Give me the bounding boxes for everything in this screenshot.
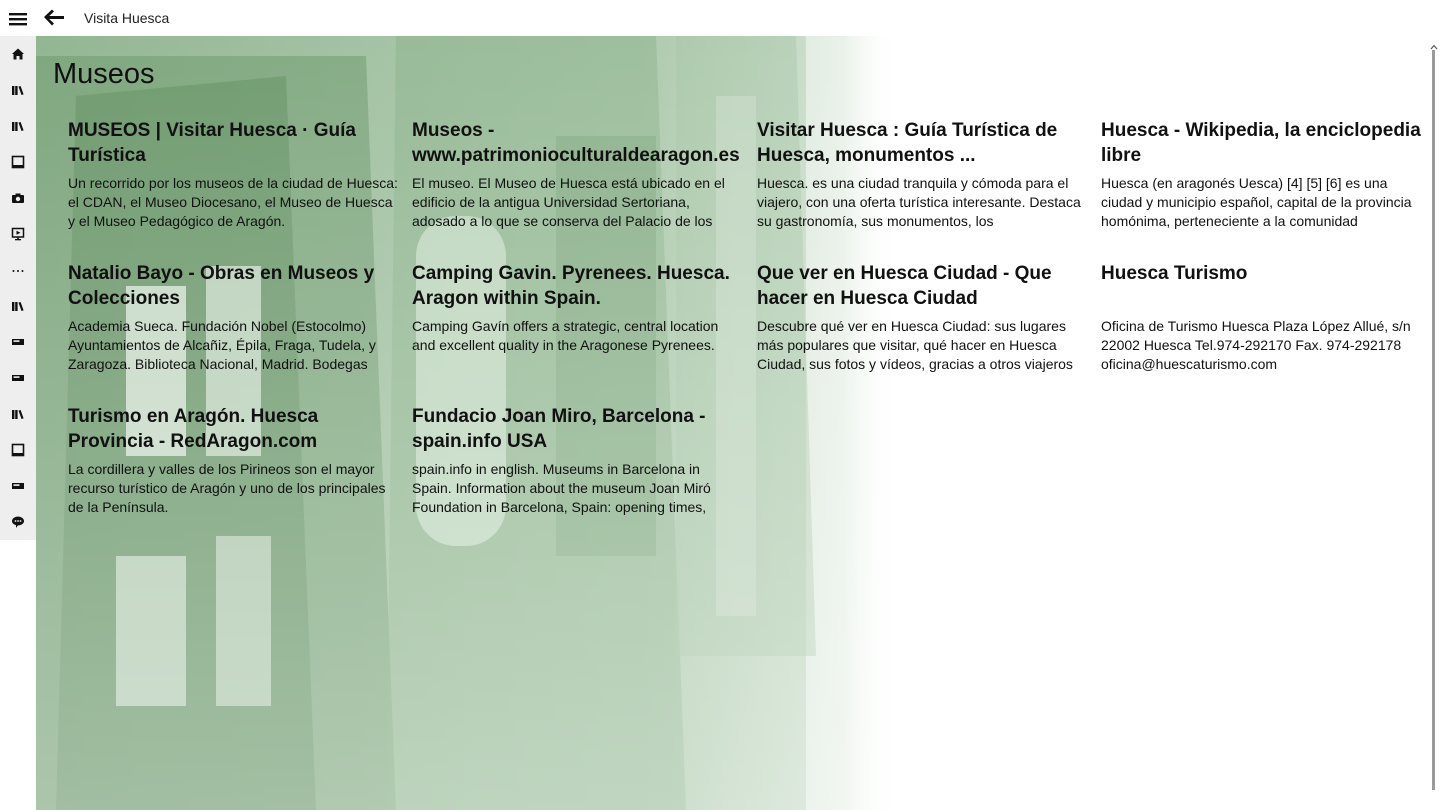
result-card[interactable]	[412, 404, 742, 517]
books-icon[interactable]	[0, 72, 36, 108]
result-title[interactable]: MUSEOS | Visitar Huesca · Guía Turística	[68, 120, 356, 166]
result-card[interactable]	[757, 261, 1087, 374]
presentation-icon[interactable]	[0, 216, 36, 252]
tablet-icon[interactable]	[0, 432, 36, 468]
result-title[interactable]: Natalio Bayo - Obras en Museos y Colecciones	[68, 263, 375, 309]
result-snippet: Oficina de Turismo Huesca Plaza López Allué, s/n 22002 Huesca Tel.974-292170 Fax. 974-292178 oficina@huescaturismo.com	[1101, 318, 1411, 372]
result-card[interactable]	[1101, 261, 1423, 374]
result-title[interactable]: Turismo en Aragón. Huesca Provincia - RedAragon.com	[68, 406, 319, 452]
result-title[interactable]: Visitar Huesca : Guía Turística de Huesca, monumentos ...	[757, 120, 1058, 166]
back-arrow-icon[interactable]	[40, 6, 70, 30]
result-title[interactable]: Fundacio Joan Miro, Barcelona - spain.info USA	[412, 406, 706, 452]
result-title[interactable]: Huesca - Wikipedia, la enciclopedia libre	[1101, 120, 1421, 166]
result-card[interactable]	[412, 261, 742, 374]
ticket-icon[interactable]	[0, 360, 36, 396]
result-title[interactable]: Museos - www.patrimonioculturaldearagon.es	[412, 120, 740, 166]
result-snippet: La cordillera y valles de los Pirineos son el mayor recurso turístico de Aragón y uno de los principales de la Península.	[68, 461, 386, 515]
hamburger-menu-icon[interactable]	[6, 8, 30, 30]
result-snippet: Huesca. es una ciudad tranquila y cómoda para el viajero, con una oferta turística interesante. Destaca su gastronomía, sus monumentos, los	[757, 175, 1081, 229]
home-icon[interactable]	[0, 36, 36, 72]
result-card[interactable]	[68, 404, 398, 517]
ticket-icon[interactable]	[0, 324, 36, 360]
result-title[interactable]: Huesca Turismo	[1101, 263, 1248, 284]
result-card[interactable]	[757, 118, 1087, 231]
result-card[interactable]	[1101, 118, 1423, 231]
title-bar	[0, 0, 1440, 36]
vertical-scrollbar[interactable]	[1428, 36, 1440, 810]
scrollbar-thumb[interactable]	[1432, 50, 1435, 790]
page-title: Museos	[53, 58, 155, 90]
result-card[interactable]	[412, 118, 742, 231]
books-icon[interactable]	[0, 108, 36, 144]
result-snippet: Huesca (en aragonés Uesca) [4] [5] [6] es una ciudad y municipio español, capital de la provincia homónima, perteneciente a la comunidad	[1101, 175, 1412, 229]
app-title: Visita Huesca	[84, 10, 170, 26]
more-icon[interactable]	[0, 252, 36, 288]
ticket-icon[interactable]	[0, 468, 36, 504]
chat-icon[interactable]	[0, 504, 36, 540]
navigation-rail	[0, 36, 36, 540]
result-title[interactable]: Camping Gavin. Pyrenees. Huesca. Aragon within Spain.	[412, 263, 730, 309]
books-icon[interactable]	[0, 288, 36, 324]
result-snippet: Descubre qué ver en Huesca Ciudad: sus lugares más populares que visitar, qué hacer en Huesca Ciudad, sus fotos y vídeos, gracias a otros viajeros	[757, 318, 1073, 372]
camera-icon[interactable]	[0, 180, 36, 216]
books-icon[interactable]	[0, 396, 36, 432]
result-snippet: Un recorrido por los museos de la ciudad de Huesca: el CDAN, el Museo Diocesano, el Museo de Huesca y el Museo Pedagógico de Aragón.	[68, 175, 398, 229]
result-snippet: spain.info in english. Museums in Barcelona in Spain. Information about the museum Joan Miró Foundation in Barcelona, Spain: opening times,	[412, 461, 711, 515]
result-snippet: Academia Sueca. Fundación Nobel (Estocolmo) Ayuntamientos de Alcañiz, Épila, Fraga, Tudela, y Zaragoza. Biblioteca Nacional, Madrid. Bodegas	[68, 318, 376, 372]
result-card[interactable]	[68, 118, 398, 231]
result-snippet: Camping Gavín offers a strategic, central location and excellent quality in the Aragonese Pyrenees.	[412, 318, 719, 353]
result-card[interactable]	[68, 261, 398, 374]
scroll-up-arrow-icon[interactable]	[1430, 38, 1438, 46]
result-title[interactable]: Que ver en Huesca Ciudad - Que hacer en Huesca Ciudad	[757, 263, 1052, 309]
tablet-icon[interactable]	[0, 144, 36, 180]
result-snippet: El museo. El Museo de Huesca está ubicado en el edificio de la antigua Universidad Sertoriana, adosado a lo que se conserva del Palacio de los	[412, 175, 725, 229]
